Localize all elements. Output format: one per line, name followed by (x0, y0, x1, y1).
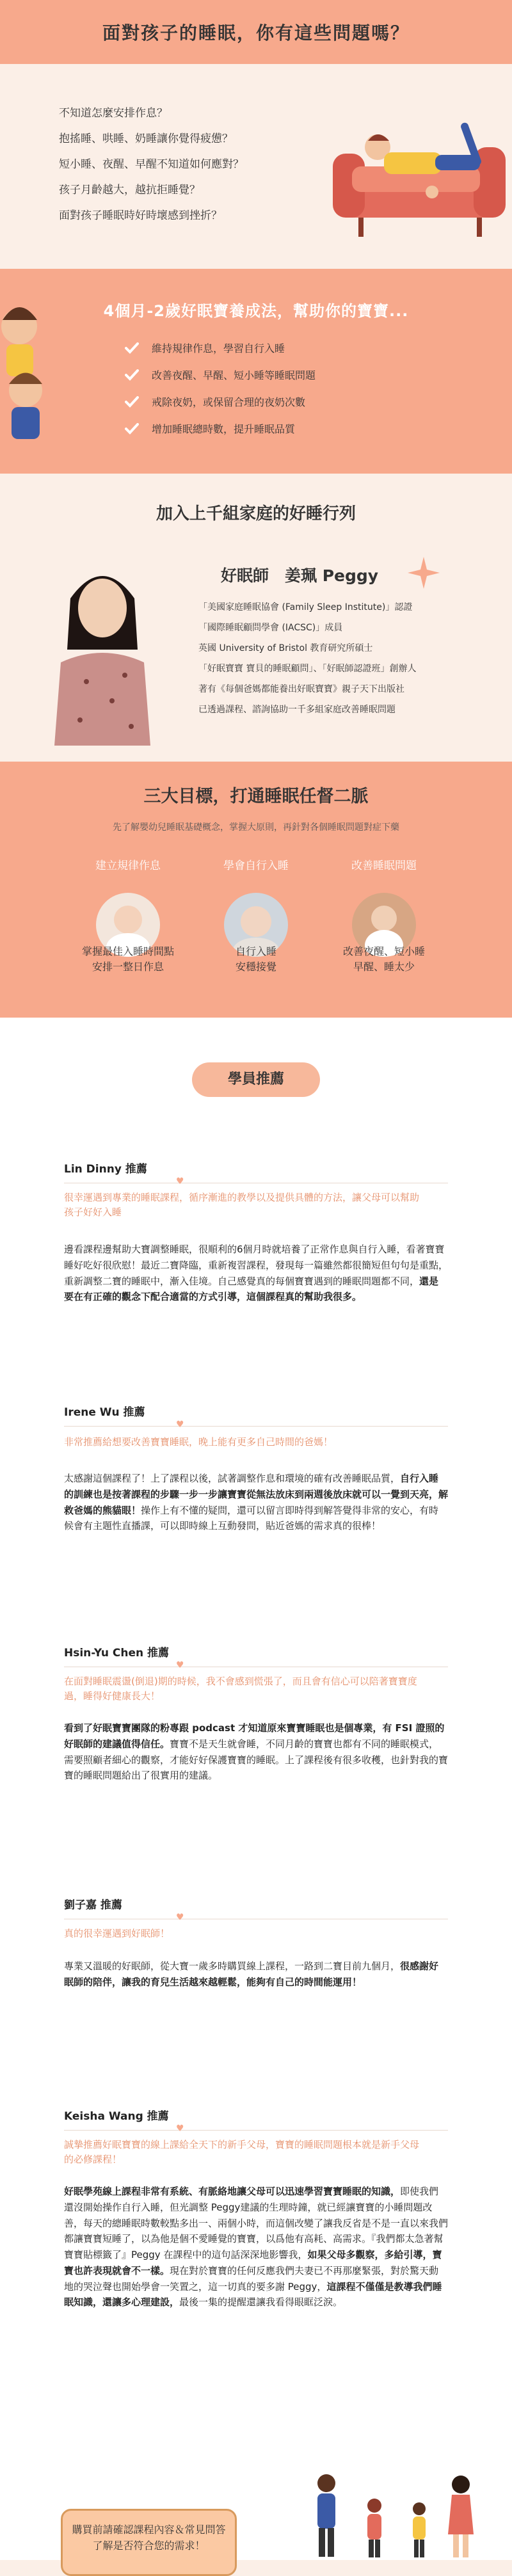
method-title: 4個月-2歲好眠寶養成法，幫助你的寶寶... (103, 302, 409, 320)
goals-subtitle: 先了解嬰幼兒睡眠基礎概念，掌握大原則，再針對各個睡眠問題對症下藥 (113, 822, 399, 833)
review-text: 操作上有不懂的疑問，還可以留言即時得到解答覺得非常的安心，有時候會有主題性直播課，可以即時線上互動發問，貼近爸媽的需求真的很棒！ (64, 1504, 439, 1532)
review-body (64, 1242, 448, 1305)
review-text: 現在對於寶寶的任何反應我們夫妻已不再那麼緊張，對於驚天動地的哭泣聲也開始學會一笑置之，這一切真的要多謝 Peggy， (64, 2264, 439, 2292)
checkmark-icon (125, 423, 139, 435)
credential-item: 「美國家庭睡眠協會 (Family Sleep Institute)」認證 (198, 602, 413, 612)
review-quote: 誠摯推薦好眠寶寶的線上課給全天下的新手父母，寶寶的睡眠問題根本就是新手父母的必修課程！ (64, 2139, 420, 2166)
reviewer-name: Keisha Wang 推薦 (64, 2110, 169, 2123)
trainer-section-title: 加入上千組家庭的好睡行列 (156, 504, 356, 524)
question-item: 不知道怎麼安排作息？ (59, 107, 168, 120)
review-highlight: 好眠學苑線上課程非常有系統、有脈絡地讓父母可以迅速學習寶寶睡眠的知識， (64, 2186, 401, 2197)
review-quote: 非常推薦給想要改善寶寶睡眠，晚上能有更多自己時間的爸媽！ (64, 1436, 333, 1448)
sparkle-icon (406, 556, 442, 591)
review-quote: 在面對睡眠震盪(倒退)期的時候，我不會感到慌張了，而且會有信心可以陪著寶寶度過，睡得好健康長大！ (64, 1676, 417, 1702)
reviews-title: 學員推薦 (192, 1062, 320, 1097)
review-body (64, 1471, 448, 1534)
reviewer-name: 劉子嘉 推薦 (64, 1899, 122, 1912)
review-highlight: 看到了好眠寶寶團隊的粉專跟 podcast 才知道原來寶寶睡眠也是個專業，有 FSI 證照的好眠師的建議值得信任。 (64, 1722, 445, 1750)
goals-section (0, 762, 512, 1018)
checkmark-icon (125, 396, 139, 408)
goal-heading: 改善睡眠問題 (351, 860, 417, 872)
divider (64, 1426, 448, 1427)
tired-parent-illustration (333, 109, 506, 243)
question-item: 面對孩子睡眠時好時壞感到挫折？ (59, 209, 222, 222)
review-highlight: 很感謝好眠師的陪伴，讓我的育兒生活越來越輕鬆，能夠有自己的時間能運用！ (64, 1960, 439, 1988)
benefit-item (125, 394, 305, 409)
review-highlight: 自行入睡的訓練也是按著課程的步驟一步一步讓寶寶從無法放床到兩週後放床就可以一覺到天亮，解救爸媽的熊貓眼！ (64, 1473, 449, 1516)
reviewer-name: Lin Dinny 推薦 (64, 1163, 147, 1176)
review-body (64, 1958, 448, 1990)
goal-text: 改善夜醒、短小睡 早醒、睡太少 (342, 945, 425, 973)
heart-icon: ♥ (176, 1420, 184, 1430)
benefit-text: 增加睡眠總時數，提升睡眠品質 (152, 423, 296, 435)
goal-heading: 學會自行入睡 (223, 860, 289, 872)
checkmark-icon (125, 369, 139, 381)
goal-heading: 建立規律作息 (95, 860, 161, 872)
credential-item: 英國 University of Bristol 教育研究所碩士 (198, 643, 373, 653)
problems-section (0, 64, 512, 269)
page-title: 面對孩子的睡眠，你有這些問題嗎？ (102, 22, 410, 44)
review-body (64, 2184, 448, 2310)
review-quote: 很幸運遇到專業的睡眠課程，循序漸進的教學以及提供具體的方法，讓父母可以幫助孩子好好入睡 (64, 1192, 420, 1219)
question-item: 孩子月齡越大，越抗拒睡覺？ (59, 184, 200, 196)
goal-text: 自行入睡 安穩接覺 (235, 945, 276, 973)
benefit-item (125, 421, 295, 436)
question-item: 抱搖睡、哄睡、奶睡讓你覺得疲憊？ (59, 132, 233, 145)
checkmark-icon (125, 342, 139, 354)
goal-text: 掌握最佳入睡時間點 安排一整日作息 (81, 945, 174, 973)
review-quote: 真的很幸運遇到好眠師！ (64, 1928, 170, 1939)
reviewer-name: Hsin-Yu Chen 推薦 (64, 1647, 170, 1660)
method-section (0, 269, 512, 474)
review-text: 即使我們還沒開始操作自行入睡，但光調整 Peggy建議的生理時鐘，就已經讓寶寶的小睡問題改善，每天的總睡眠時數較點多出一、兩個小時，而這個改變了讓我反省是不是一直以來我們都讓寶寶短睡了，以為他是個不愛睡覺的寶寶，以爲他有高耗、高需求。『我們都太急著幫寶寶貼標籤了』Peggy 在課程中的這句話深深地影響我， (64, 2186, 449, 2260)
trainer-photo (35, 554, 170, 746)
benefit-text: 維持規律作息，學習自行入睡 (152, 342, 285, 355)
faq-reminder-button[interactable]: 購買前請確認課程內容＆常見問答 了解是否符合您的需求！ (61, 2509, 237, 2576)
credential-item: 「好眠寶寶 寶貝的睡眠顧問」、「好眠師認證班」創辦人 (198, 664, 417, 674)
review-text: 專業又溫暖的好眠師，從大寶一歲多時購買線上課程，一路到二寶目前九個月， (64, 1960, 401, 1972)
trainer-section (0, 474, 512, 762)
review-body (64, 1720, 448, 1784)
family-illustration (301, 2470, 486, 2560)
review-highlight: 這課程不僅僅是教導我們睡眠知識，還讓多心理建設， (64, 2280, 442, 2308)
credential-item: 著有《每個爸媽都能養出好眠寶寶》親子天下出版社 (198, 684, 404, 694)
benefit-text: 戒除夜奶，或保留合理的夜奶次數 (152, 396, 306, 408)
question-item: 短小睡、夜醒、早醒不知道如何應對？ (59, 158, 244, 171)
heart-icon: ♥ (176, 1912, 184, 1923)
reviews-section (0, 1018, 512, 2560)
review-highlight: 如果父母多觀察，多給引導，寶寶也許表現就會不一樣。 (64, 2249, 442, 2276)
review-highlight: 還是要在有正確的觀念下配合適當的方式引導，這個課程真的幫助我很多。 (64, 1275, 439, 1303)
credential-item: 「國際睡眠顧問學會 (IACSC)」成員 (198, 623, 343, 633)
heart-icon: ♥ (176, 1176, 184, 1187)
benefit-item (125, 367, 316, 382)
reviewer-name: Irene Wu 推薦 (64, 1406, 145, 1419)
trainer-name: 好眠師 姜珮 Peggy (221, 566, 379, 585)
heart-icon: ♥ (176, 2124, 184, 2134)
benefit-text: 改善夜醒、早醒、短小睡等睡眠問題 (152, 369, 316, 381)
divider (64, 2130, 448, 2131)
goals-title: 三大目標，打通睡眠任督二脈 (143, 787, 369, 806)
credential-item: 已透過課程、諮詢協助一千多組家庭改善睡眠問題 (198, 705, 396, 715)
benefit-item (125, 340, 285, 355)
review-text: 太感謝這個課程了！上了課程以後，試著調整作息和環境的確有改善睡眠品質， (64, 1473, 401, 1484)
header-banner (0, 0, 512, 64)
review-text: 寶寶不是天生就會睡，不同月齡的寶寶也都有不同的睡眠模式，需要照顧者細心的觀察，才能好好保護寶寶的睡眠。上了課程後有很多收穫，也針對我的寶寶的睡眠問題給出了很實用的建議。 (64, 1738, 449, 1782)
heart-icon: ♥ (176, 1660, 184, 1670)
review-text: 邊看課程邊幫助大寶調整睡眠，很順利的6個月時就培養了正常作息與自行入睡，看著寶寶睡好吃好很欣慰！最近二寶降臨，重新複習課程，發現每一篇雖然都很簡短但句句是重點，重新調整二寶的睡眠中，漸入佳境。自己感覺真的每個寶寶遇到的睡眠問題都不同， (64, 1244, 449, 1287)
review-text: 最後一集的提醒還讓我看得眼眶泛淚。 (179, 2296, 343, 2308)
